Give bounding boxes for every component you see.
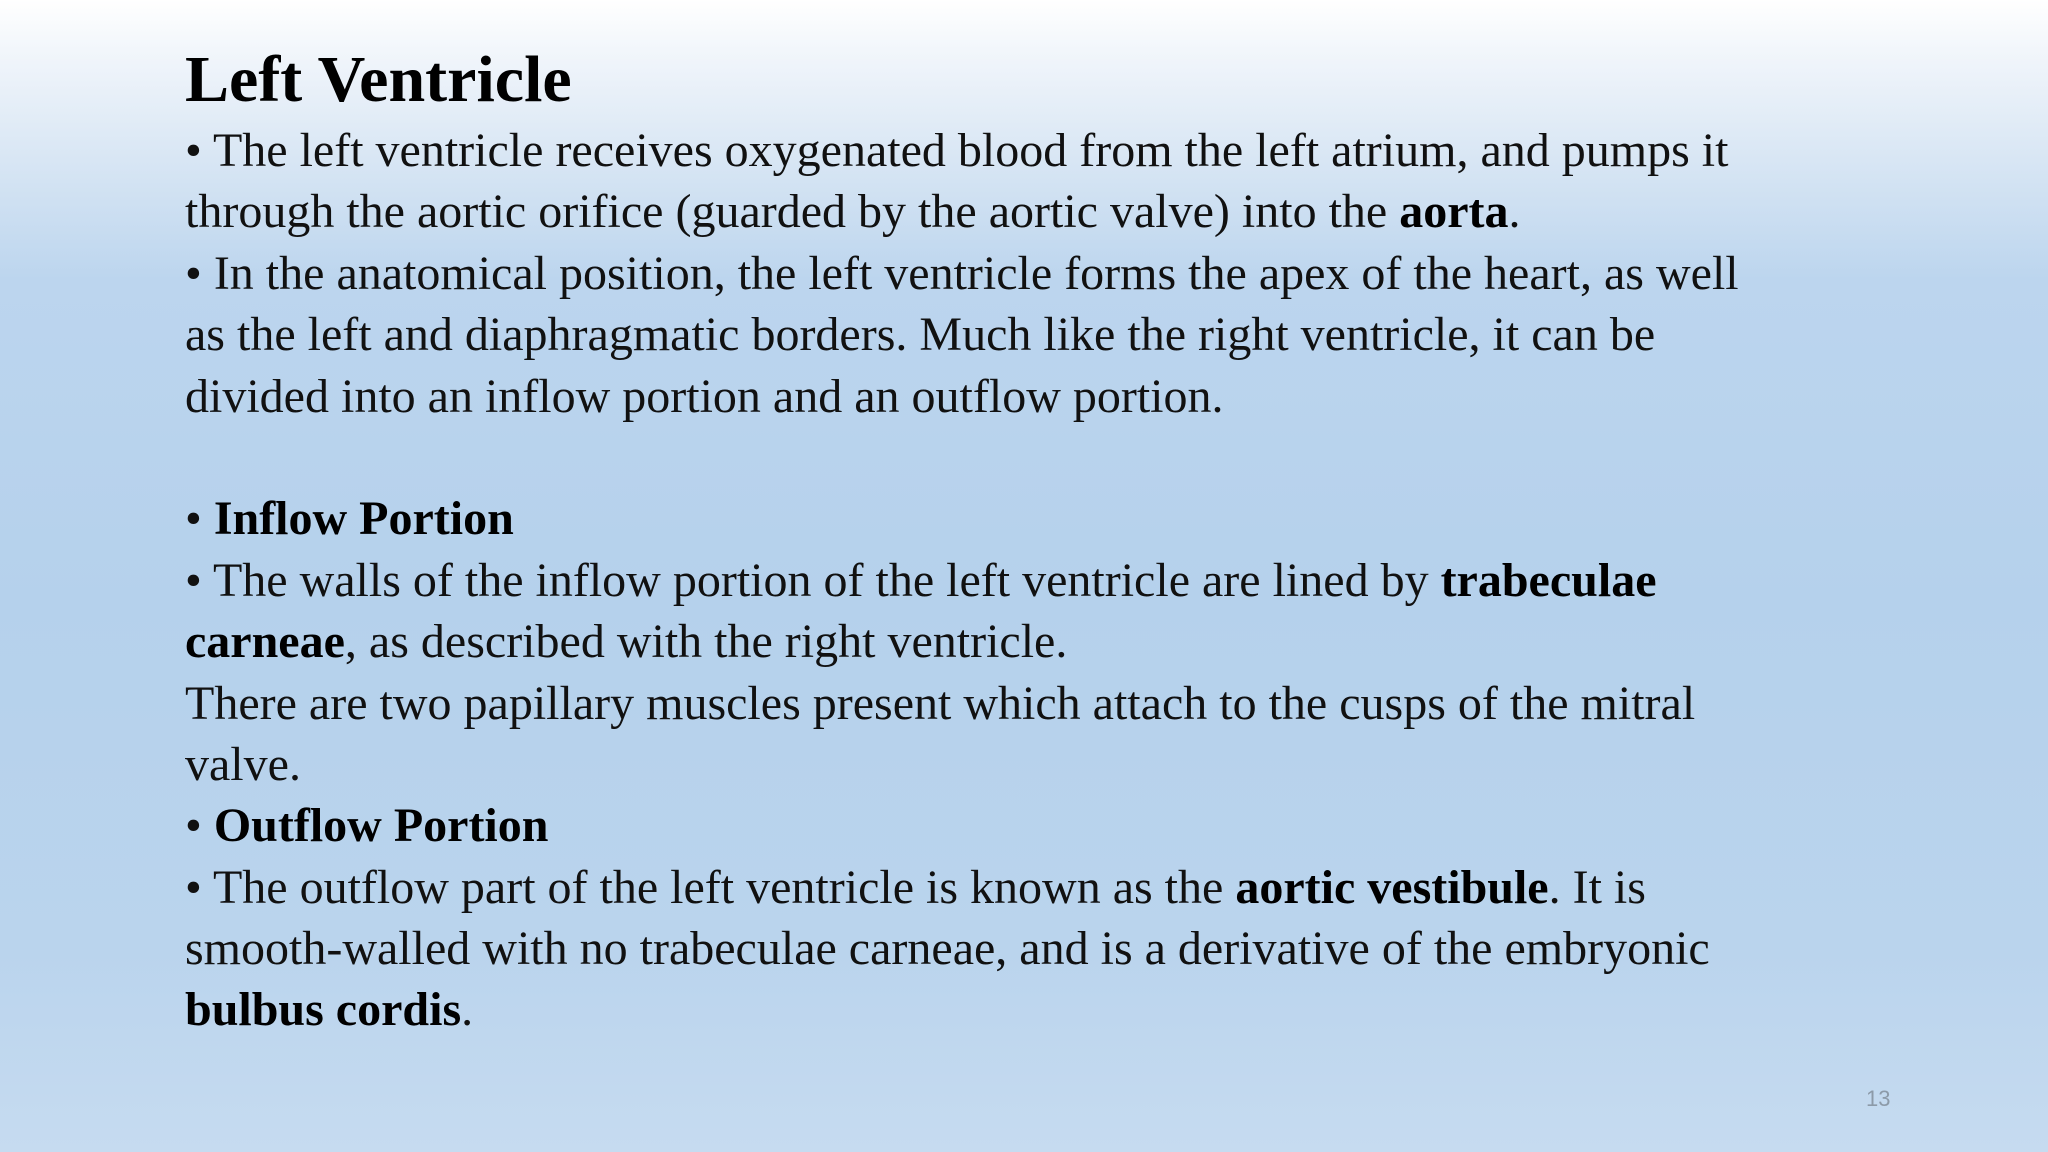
bold-term: aortic vestibule — [1235, 860, 1549, 914]
heading-text: Outflow Portion — [213, 799, 549, 853]
page-number: 13 — [1866, 1086, 1891, 1111]
bullet: • — [185, 246, 202, 300]
text-run: In the anatomical position, the left ventricle forms the apex of the heart, as well — [213, 246, 1739, 300]
bold-term: bulbus cordis — [185, 983, 462, 1037]
body-line: as the left and diaphragmatic borders. Much like the right ventricle, it can be — [185, 308, 1656, 362]
body-line: divided into an inflow portion and an outflow portion. — [185, 369, 1224, 423]
body-line: valve. — [185, 737, 301, 791]
bullet: • — [185, 553, 202, 607]
section-heading — [185, 795, 1885, 856]
text-run: . — [1508, 185, 1521, 239]
body-line — [185, 243, 1885, 304]
text-run: The left ventricle receives oxygenated blood from the left atrium, and pumps it — [212, 124, 1729, 177]
text-run: through the aortic orifice (guarded by the aortic valve) into the — [185, 185, 1400, 239]
body-line — [185, 979, 1885, 1040]
slide-body — [185, 120, 1885, 1041]
bullet: • — [185, 492, 202, 546]
slide-title: Left Ventricle — [185, 43, 572, 116]
text-run: . It is — [1548, 860, 1646, 914]
bold-term: carneae — [185, 615, 345, 669]
heading-text: Inflow Portion — [213, 492, 514, 546]
bold-term: trabeculae — [1440, 553, 1657, 607]
section-heading — [185, 488, 1885, 549]
bullet: • — [185, 860, 202, 914]
text-run: . — [461, 983, 474, 1037]
body-line — [185, 181, 1885, 242]
body-line: smooth-walled with no trabeculae carneae, and is a derivative of the embryonic — [185, 922, 1710, 976]
body-line — [185, 611, 1885, 672]
text-run: The walls of the inflow portion of the left ventricle are lined by — [212, 553, 1441, 607]
text-run: The outflow part of the left ventricle is known as the — [212, 860, 1236, 914]
body-line — [185, 550, 1885, 611]
bullet: • — [185, 124, 202, 177]
body-line — [185, 120, 1885, 181]
body-line: There are two papillary muscles present which attach to the cusps of the mitral — [185, 676, 1696, 730]
text-run: , as described with the right ventricle. — [344, 615, 1068, 669]
bold-term: aorta — [1399, 185, 1509, 239]
body-line — [185, 857, 1885, 918]
spacer — [185, 427, 1885, 488]
bullet: • — [185, 799, 202, 853]
